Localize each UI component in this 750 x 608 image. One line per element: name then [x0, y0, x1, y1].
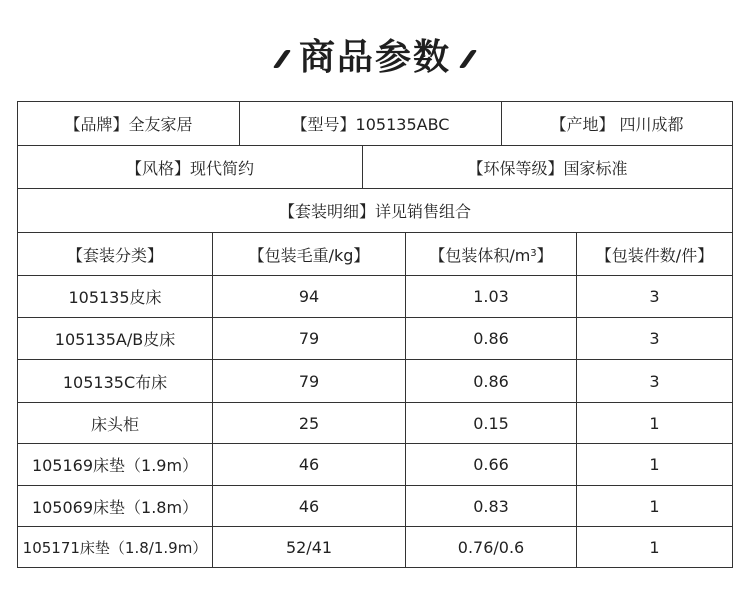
eco-level-cell: 【环保等级】国家标准 [467, 158, 628, 178]
row-category: 105171床垫（1.8/1.9m） [18, 527, 213, 567]
row-pieces: 3 [649, 287, 660, 306]
row-volume: 0.76/0.6 [406, 527, 577, 567]
row-volume: 0.86 [406, 318, 577, 359]
row-category: 105069床垫（1.8m） [18, 486, 213, 526]
row-pieces: 3 [649, 371, 660, 391]
table-row [18, 318, 732, 360]
info-row-3 [18, 189, 732, 233]
header-volume: 【包装体积/m 3 】 [406, 233, 577, 275]
table-row [18, 486, 732, 527]
set-detail-cell: 【套装明细】详见销售组合 [278, 202, 471, 221]
row-category: 105135A/B皮床 [18, 318, 213, 359]
table-row [18, 527, 732, 567]
row-pieces: 3 [649, 329, 660, 348]
table-row [18, 403, 732, 444]
brand-cell: 【品牌】全友家居 [18, 102, 240, 145]
row-pieces: 1 [649, 496, 660, 516]
row-weight: 79 [213, 318, 406, 359]
info-row-1 [18, 102, 732, 146]
row-weight: 79 [213, 360, 406, 402]
row-category: 105169床垫（1.9m） [18, 444, 213, 485]
row-weight: 25 [213, 403, 406, 443]
model-cell: 【型号】105135ABC [240, 102, 502, 145]
row-pieces: 1 [649, 413, 660, 433]
row-volume: 0.83 [406, 486, 577, 526]
style-cell: 【风格】现代简约 [18, 146, 363, 188]
row-volume: 0.66 [406, 444, 577, 485]
row-weight: 52/41 [213, 527, 406, 567]
row-category: 床头柜 [18, 403, 213, 443]
header-volume-suffix: 】 [536, 245, 553, 265]
header-weight: 【包装毛重/kg】 [213, 233, 406, 275]
row-weight: 46 [213, 486, 406, 526]
row-pieces: 1 [649, 537, 660, 557]
origin-cell: 【产地】 四川成都 [550, 115, 684, 134]
table-row [18, 276, 732, 318]
row-volume: 0.15 [406, 403, 577, 443]
right-slash-decoration [459, 50, 478, 68]
row-weight: 46 [213, 444, 406, 485]
table-header-row [18, 233, 732, 276]
table-row [18, 360, 732, 403]
spec-table [17, 101, 733, 568]
row-pieces: 1 [649, 455, 660, 474]
header-category: 【套装分类】 [18, 233, 213, 275]
page-title-area [0, 26, 750, 82]
page-title: 商品参数 [298, 36, 451, 78]
header-volume-prefix: 【包装体积/m [429, 245, 531, 265]
left-slash-decoration [273, 50, 292, 68]
table-row [18, 444, 732, 486]
row-volume: 1.03 [406, 276, 577, 317]
info-row-2 [18, 146, 732, 189]
header-pieces: 【包装件数/件】 [595, 245, 714, 265]
row-category: 105135皮床 [18, 276, 213, 317]
row-weight: 94 [213, 276, 406, 317]
row-category: 105135C布床 [18, 360, 213, 402]
row-volume: 0.86 [406, 360, 577, 402]
